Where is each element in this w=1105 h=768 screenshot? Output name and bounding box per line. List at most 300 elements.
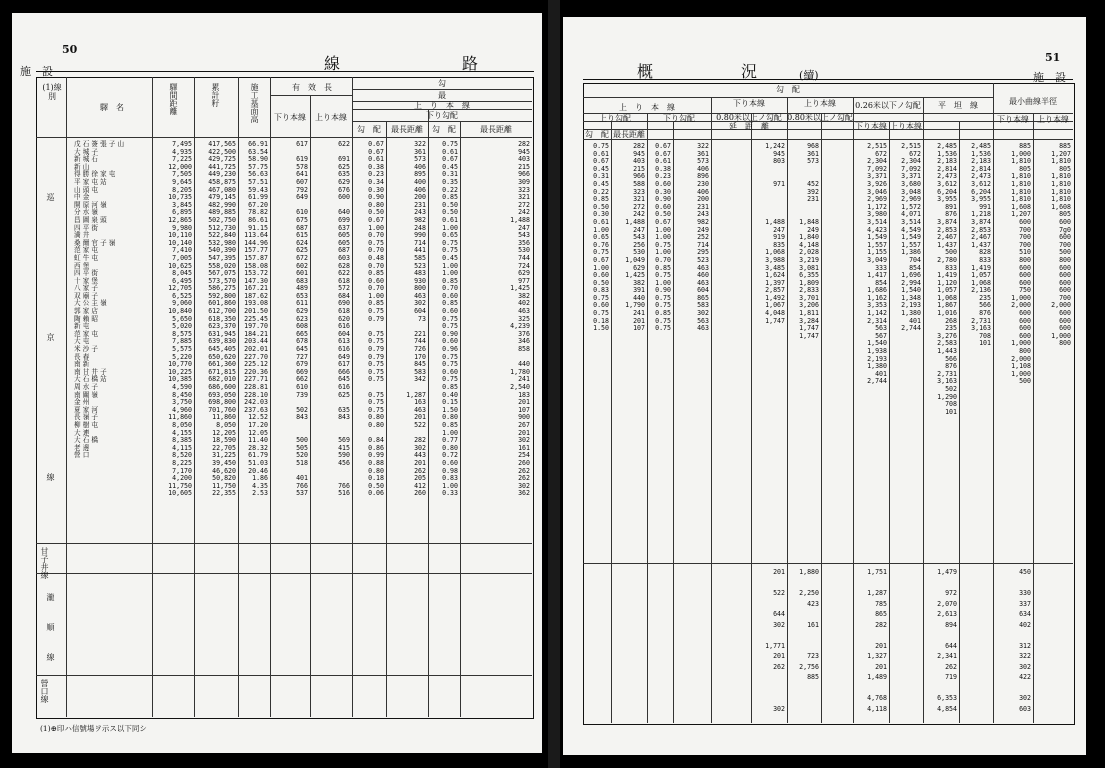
r-a-cell: 0.67 [593, 157, 609, 166]
r-a-cell: 0.22 [593, 187, 609, 196]
grad3-cell: 0.75 [442, 375, 458, 384]
grad3-cell: 0.80 [442, 413, 458, 422]
grad2-cell: 201 [414, 413, 426, 422]
r-g-cell: 1,380 [867, 362, 887, 371]
interval-cell: 11,750 [168, 481, 192, 490]
cumulative-cell: 46,620 [212, 466, 236, 475]
r-j-cell: 6,204 [971, 187, 991, 196]
interval-cell: 3,750 [172, 398, 192, 407]
grad1-cell: 0.75 [368, 329, 384, 338]
grad4-cell: 107 [518, 405, 530, 414]
interval-cell: 8,225 [172, 458, 192, 467]
r-e-cell: 1,488 [765, 217, 785, 226]
r-lf-cell: 723 [807, 652, 819, 660]
cumulative-cell: 429,725 [208, 155, 236, 164]
grad1-cell: 0.90 [368, 193, 384, 202]
grad4-cell: 4,239 [510, 322, 530, 331]
r-d-cell: 982 [697, 217, 709, 226]
r-lf-cell [789, 609, 819, 620]
r-h-cell: 2,744 [901, 324, 921, 333]
r-g-cell: 401 [875, 369, 887, 378]
r-le-cell: 302 [773, 704, 785, 713]
interval-cell: 8,450 [172, 390, 192, 399]
grad2-cell: 200 [414, 193, 426, 202]
cumulative-cell: 592,800 [208, 291, 236, 300]
eff-up-cell: 605 [338, 238, 350, 247]
r-d-cell: 896 [697, 172, 709, 181]
grad3-cell: 0.85 [442, 276, 458, 285]
eff-up-cell: 572 [338, 284, 350, 293]
eff-down-cell: 537 [296, 489, 308, 498]
r-i-cell: 101 [945, 407, 957, 416]
cumulative-cell: 623,370 [208, 322, 236, 331]
grad2-cell: 483 [414, 269, 426, 278]
grad3-cell: 0.80 [442, 443, 458, 452]
r-e-cell: 835 [773, 240, 785, 249]
r-d-cell: 583 [697, 301, 709, 310]
height-cell: 228.81 [244, 383, 268, 391]
r-b-cell: 107 [633, 324, 645, 333]
r-li-cell [925, 630, 957, 641]
r-l-cell: 805 [1059, 210, 1071, 219]
grad3-cell: 0.85 [442, 299, 458, 308]
grad2-cell: 583 [414, 367, 426, 376]
station-cell: 四 平 街 [74, 269, 98, 278]
r-i-cell: 2,731 [937, 369, 957, 378]
height-cell: 242.03 [244, 398, 268, 407]
grad1-cell: 0.34 [368, 177, 384, 186]
r-lf-cell [789, 630, 819, 641]
grad2-cell: 406 [414, 185, 426, 194]
r-k-cell: 750 [1019, 286, 1031, 295]
r-le-cell: 201 [773, 568, 785, 576]
r-e-cell: 1,492 [765, 293, 785, 302]
r-i-cell: 891 [945, 202, 957, 211]
grad2-cell: 400 [414, 177, 426, 186]
height-cell: 57.51 [248, 177, 268, 186]
r-li-cell: 2,070 [937, 599, 957, 608]
grad4-cell: 309 [518, 177, 530, 186]
r-lg-cell: 865 [875, 610, 887, 618]
eff-down-cell: 610 [296, 383, 308, 391]
eff-down-cell: 624 [296, 238, 308, 247]
height-cell: 158.08 [244, 261, 268, 270]
r-f-cell: 6,355 [799, 271, 819, 280]
header-cumulative: 累計籽 [211, 83, 220, 107]
station-cell: 大 石 橋 [74, 436, 98, 445]
r-c-cell: 1.00 [655, 278, 671, 287]
station-cell: 周 水 子 [74, 383, 98, 391]
r-j-cell: 2,136 [971, 286, 991, 295]
r-g-cell: 1,686 [867, 286, 887, 295]
eff-up-cell: 635 [338, 405, 350, 414]
r-c-cell: 0.67 [655, 142, 671, 150]
interval-cell: 8,045 [172, 269, 192, 278]
grad1-cell: 0.75 [368, 238, 384, 247]
header-min-curve: 最小曲線半徑 [1009, 97, 1057, 106]
grad4-cell: 945 [518, 147, 530, 156]
grad1-cell: 0.67 [368, 215, 384, 224]
grad1-cell: 1.00 [368, 291, 384, 300]
grad2-cell: 243 [414, 208, 426, 217]
running-head: 施 設 [1033, 71, 1066, 84]
eff-down-cell: 678 [296, 337, 308, 346]
r-h-cell: 3,371 [901, 172, 921, 181]
height-cell: 2.53 [252, 489, 268, 498]
r-i-cell: 502 [945, 385, 957, 393]
r-g-cell: 567 [875, 331, 887, 340]
r-d-cell: 361 [697, 149, 709, 158]
grad2-cell: 585 [414, 253, 426, 262]
r-l-cell: 600 [1059, 309, 1071, 318]
eff-up-cell: 617 [338, 360, 350, 369]
station-cell: 西 堡 [74, 261, 90, 270]
grad2-cell: 302 [414, 299, 426, 308]
height-cell: 4.35 [252, 481, 268, 490]
eff-down-cell: 653 [296, 291, 308, 300]
r-li-cell [925, 683, 957, 694]
interval-cell: 5,020 [172, 322, 192, 331]
r-i-cell: 2,183 [937, 157, 957, 166]
station-cell: 大 屯 [74, 337, 90, 346]
r-a-cell: 0.45 [593, 164, 609, 173]
grad4-cell: 302 [518, 481, 530, 490]
header-grad-a: 勾 配 [357, 125, 381, 134]
r-a-cell: 0.61 [593, 217, 609, 226]
grad3-cell: 0.96 [442, 345, 458, 354]
eff-down-cell: 500 [296, 436, 308, 445]
grad3-cell: 0.50 [442, 200, 458, 209]
grad4-cell: 215 [518, 162, 530, 171]
r-c-cell: 0.75 [655, 316, 671, 325]
r-e-cell: 1,397 [765, 278, 785, 287]
eff-down-cell: 505 [296, 443, 308, 452]
r-col-h [891, 143, 921, 333]
height-cell: 58.90 [248, 155, 268, 164]
r-l-cell: 800 [1059, 255, 1071, 264]
line-label-8: 營口線 [40, 679, 49, 703]
height-cell: 11.40 [248, 436, 268, 445]
grad3-cell: 0.75 [442, 238, 458, 247]
r-k-cell: 500 [1019, 377, 1031, 386]
eff-up-cell: 635 [338, 170, 350, 179]
grad1-cell: 0.86 [368, 443, 384, 452]
r-le-cell [753, 630, 785, 641]
r-h-cell: 1,696 [901, 271, 921, 280]
grad2-cell: 1,287 [406, 390, 426, 399]
grad2-cell: 163 [414, 398, 426, 407]
r-f-cell: 3,701 [799, 293, 819, 302]
cumulative-cell: 701,760 [208, 405, 236, 414]
r-a-cell: 1.00 [593, 225, 609, 234]
line-label-4: 甘子井線 [40, 547, 49, 579]
r-h-cell: 4,549 [901, 225, 921, 234]
book-gutter [548, 0, 560, 768]
r-l-cell: 7g0 [1059, 225, 1071, 234]
grad3-cell: 0.61 [442, 147, 458, 156]
r-le-cell [753, 683, 785, 694]
interval-cell: 10,840 [168, 307, 192, 316]
r-lg-cell: 282 [875, 620, 887, 629]
grad2-cell: 714 [414, 238, 426, 247]
header-effective: 有 效 長 [292, 83, 332, 92]
r-k-cell: 600 [1019, 271, 1031, 280]
r-j-cell: 876 [979, 309, 991, 318]
height-cell: 56.63 [248, 170, 268, 179]
cumulative-cell: 547,395 [208, 253, 236, 262]
height-cell: 91.15 [248, 223, 268, 232]
grad4-cell: 262 [518, 474, 530, 483]
interval-cell: 10,140 [168, 238, 192, 247]
r-lg-cell: 4,118 [867, 704, 887, 713]
r-lk-cell: 450 [1019, 568, 1031, 576]
r-g-cell: 7,092 [867, 164, 887, 173]
grad4-cell: 254 [518, 451, 530, 460]
eff-up-cell: 616 [338, 345, 350, 354]
r-f-cell: 1,811 [799, 309, 819, 318]
station-cell: 双 廟 子 [74, 291, 98, 300]
r-lg-cell [855, 630, 887, 641]
r-lf-cell: 2,250 [799, 589, 819, 597]
interval-cell: 6,895 [172, 208, 192, 217]
r-d-cell: 302 [697, 309, 709, 318]
grad3-cell: 0.65 [442, 231, 458, 240]
r-b-cell: 1,425 [625, 271, 645, 280]
r-lower-col-g [855, 567, 887, 714]
grad2-cell: 342 [414, 375, 426, 384]
r-e-cell: 945 [773, 149, 785, 158]
r-d-cell: 523 [697, 255, 709, 264]
r-d-cell: 406 [697, 187, 709, 196]
eff-down-cell: 617 [296, 140, 308, 148]
r-col-a [585, 143, 609, 333]
r-l-cell: 1,000 [1051, 331, 1071, 340]
interval-cell: 8,050 [172, 420, 192, 429]
r-lg-cell: 785 [875, 599, 887, 608]
station-cell: 昌 圖 泉 頭 [74, 215, 107, 224]
r-le-cell: 522 [773, 589, 785, 597]
page-number: 51 [1045, 51, 1061, 64]
station-cell: 虹 牛 屯 [74, 253, 98, 262]
cumulative-cell: 671,815 [208, 367, 236, 376]
r-h-cell: 3,048 [901, 187, 921, 196]
cumulative-cell: 567,075 [208, 269, 236, 278]
r-d-cell: 604 [697, 286, 709, 295]
r-k-cell: 600 [1019, 331, 1031, 340]
r-lf-cell [789, 704, 819, 715]
eff-up-cell: 637 [338, 223, 350, 232]
page-title: 概 [637, 62, 656, 81]
title-rule [36, 71, 534, 72]
r-col-j [961, 143, 991, 348]
station-cell: 平 家 屯 站 [74, 177, 107, 186]
r-e-cell: 1,747 [765, 316, 785, 325]
grad1-cell: 0.30 [368, 185, 384, 194]
eff-up-cell: 649 [338, 352, 350, 361]
r-li-cell: 2,341 [937, 652, 957, 660]
r-l-cell: 700 [1059, 293, 1071, 302]
r-a-cell: 0.65 [593, 233, 609, 242]
header-c-up: 上り本線 [890, 122, 922, 131]
r-k-cell: 1,207 [1011, 210, 1031, 219]
line-label-3: 線 [46, 473, 55, 481]
cumulative-cell: 31,225 [212, 451, 236, 460]
header-c-up-main: 上り本線 [1037, 115, 1069, 124]
r-b-cell: 1,488 [625, 217, 645, 226]
height-cell: 144.96 [244, 238, 268, 247]
station-cell: 柳 樹 屯 [74, 420, 98, 429]
r-li-cell: 2,613 [937, 610, 957, 618]
r-li-cell: 719 [945, 673, 957, 681]
r-col-d [675, 143, 709, 333]
interval-cell: 8,520 [172, 451, 192, 460]
r-li-cell: 4,854 [937, 704, 957, 713]
r-a-cell: 0.85 [593, 195, 609, 204]
grad3-cell: 0.85 [442, 383, 458, 391]
r-c-cell: 0.60 [655, 202, 671, 211]
interval-cell: 4,200 [172, 474, 192, 483]
r-j-cell: 2,814 [971, 164, 991, 173]
height-cell: 12.52 [248, 413, 268, 422]
height-cell: 220.36 [244, 367, 268, 376]
r-k-cell: 1,000 [1011, 149, 1031, 158]
header-c-down: 下り本線 [855, 122, 887, 131]
r-l-cell: 600 [1059, 316, 1071, 325]
grad3-cell: 0.75 [442, 140, 458, 148]
r-lf-cell: 161 [807, 620, 819, 629]
effective-down-column [272, 141, 308, 498]
r-i-cell: 1,419 [937, 271, 957, 280]
r-g-cell: 2,744 [867, 377, 887, 386]
r-lf-cell [789, 578, 819, 589]
title-suffix: (續) [799, 69, 819, 82]
r-li-cell: 972 [945, 589, 957, 597]
r-li-cell: 6,353 [937, 694, 957, 702]
r-f-cell: 361 [807, 149, 819, 158]
height-cell: 113.64 [244, 231, 268, 240]
interval-cell: 4,935 [172, 147, 192, 156]
grad3-cell: 0.72 [442, 451, 458, 460]
grad2-cell: 845 [414, 360, 426, 369]
r-lf-cell [789, 693, 819, 704]
station-cell: 夏 家 河 [74, 405, 98, 414]
height-cell: 228.10 [244, 390, 268, 399]
eff-up-cell: 640 [338, 208, 350, 217]
r-l-cell: 800 [1059, 339, 1071, 348]
interval-cell: 10,735 [168, 193, 192, 202]
header-down-main: 下り本線 [733, 99, 765, 108]
r-i-cell: 708 [945, 400, 957, 409]
grad2-cell: 322 [414, 140, 426, 148]
eff-down-cell: 629 [296, 307, 308, 316]
cumulative-cell: 449,230 [208, 170, 236, 179]
r-li-cell: 1,479 [937, 568, 957, 576]
grad2-cell: 231 [414, 200, 426, 209]
r-h-cell: 2,193 [901, 301, 921, 310]
height-cell: 17.20 [248, 420, 268, 429]
page-title-2: 況 [741, 62, 760, 81]
header-down-grad: 下り勾配 [663, 114, 695, 123]
eff-up-cell: 456 [338, 458, 350, 467]
grad4-cell: 629 [518, 269, 530, 278]
r-e-cell: 971 [773, 179, 785, 188]
grad2-cell: 201 [414, 458, 426, 467]
station-cell: 長 春 [74, 352, 90, 361]
grad1-cell: 0.85 [368, 269, 384, 278]
line-label-7: 線 [46, 653, 55, 661]
r-le-cell [753, 693, 785, 704]
r-h-cell: 2,969 [901, 195, 921, 204]
r-b-cell: 945 [633, 149, 645, 158]
r-h-cell: 704 [909, 255, 921, 264]
r-l-cell: 1,810 [1051, 157, 1071, 166]
header-026: 0.26米以下ノ勾配 [855, 101, 921, 110]
r-i-cell: 2,780 [937, 255, 957, 264]
r-g-cell: 3,926 [867, 179, 887, 188]
eff-up-cell: 613 [338, 337, 350, 346]
grad3-cell: 0.61 [442, 215, 458, 224]
r-i-cell: 3,276 [937, 331, 957, 340]
r-c-cell: 0.38 [655, 164, 671, 173]
r-i-cell: 1,443 [937, 347, 957, 356]
interval-cell: 4,590 [172, 383, 192, 391]
r-a-cell: 0.75 [593, 142, 609, 150]
r-b-cell: 215 [633, 164, 645, 173]
grad1-cell: 0.84 [368, 436, 384, 445]
line-label-2: 京 [46, 333, 55, 341]
grad1-cell: 0.75 [368, 398, 384, 407]
r-e-cell: 1,242 [765, 142, 785, 150]
grad2-cell: 930 [414, 276, 426, 285]
grad4-cell: 382 [518, 291, 530, 300]
r-g-cell: 1,142 [867, 309, 887, 318]
grad1-cell: 0.70 [368, 261, 384, 270]
grad3-cell: 0.90 [442, 329, 458, 338]
r-k-cell: 1,108 [1011, 362, 1031, 371]
header-gradient: 勾 配 [776, 85, 800, 94]
height-cell: 12.05 [248, 428, 268, 437]
eff-down-cell: 641 [296, 170, 308, 179]
cumulative-cell: 686,600 [208, 383, 236, 391]
grad1-cell: 0.61 [368, 155, 384, 164]
interval-cell: 12,705 [168, 284, 192, 293]
grad3-cell: 0.75 [442, 352, 458, 361]
interval-cell: 10,770 [168, 360, 192, 369]
cumulative-cell: 12,205 [212, 428, 236, 437]
station-cell: 南 甘 井 子 [74, 367, 107, 376]
height-cell: 61.79 [248, 451, 268, 460]
eff-down-cell: 578 [296, 162, 308, 171]
r-f-cell: 4,148 [799, 240, 819, 249]
r-a-cell: 0.83 [593, 286, 609, 295]
r-col-e [753, 143, 785, 325]
interval-cell: 8,575 [172, 329, 192, 338]
header-eff-up: 上り本線 [315, 113, 347, 122]
r-l-cell: 1,810 [1051, 187, 1071, 196]
r-j-cell: 2,853 [971, 225, 991, 234]
eff-up-cell: 625 [338, 390, 350, 399]
r-l-cell: 600 [1059, 233, 1071, 242]
grad1-cell: 0.67 [368, 147, 384, 156]
grad3-cell: 0.98 [442, 466, 458, 475]
grad2-cell: 990 [414, 231, 426, 240]
grad4-cell: 2,540 [510, 383, 530, 391]
cumulative-cell: 11,860 [212, 413, 236, 422]
cumulative-cell: 417,565 [208, 140, 236, 148]
grad2-cell: 221 [414, 329, 426, 338]
eff-up-cell: 625 [338, 162, 350, 171]
station-cell: 新 城 石 [74, 155, 98, 164]
